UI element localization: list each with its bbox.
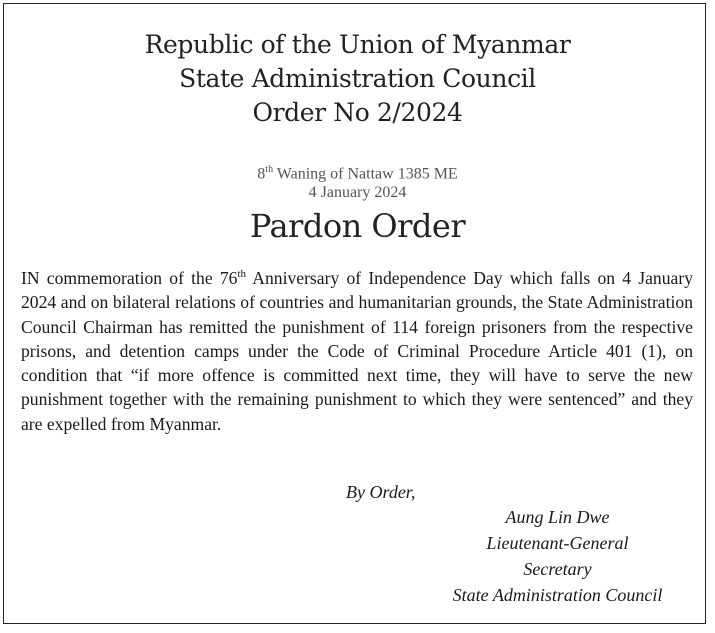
- date-block: [0, 160, 715, 202]
- header-council: State Administration Council: [179, 64, 536, 93]
- waning-suffix: th: [265, 164, 274, 175]
- header-order-number: Order No 2/2024: [252, 98, 463, 127]
- myanmar-date: [0, 160, 715, 183]
- gregorian-date: 4 January 2024: [308, 184, 407, 202]
- by-order-label: By Order,: [346, 482, 416, 502]
- document-title: Pardon Order: [249, 207, 466, 245]
- document-header: [0, 28, 715, 130]
- signatory-rank: Lieutenant-General: [486, 533, 629, 553]
- body-text-part1: IN commemoration of the 76: [21, 268, 238, 288]
- signatory-organization: State Administration Council: [452, 585, 663, 605]
- signature-block: [420, 504, 695, 608]
- waning-rest: Waning of Nattaw 1385 ME: [273, 165, 458, 183]
- signatory-position: Secretary: [523, 559, 592, 579]
- signatory-name: Aung Lin Dwe: [505, 507, 610, 527]
- body-superscript: th: [237, 268, 247, 281]
- waning-number: 8: [257, 165, 266, 183]
- body-text-part2: Anniversary of Independence Day which falls on 4 January 2024 and on bilateral relations of countries and humanitarian grounds, the State Administration Council Chairman has remitted the punishment of 114 foreign prisoners from the respective prisons, and detention camps under the Code of Criminal Procedure Article 401 (1), on condition that “if more offence is committed next time, they will have to serve the new punishment together with the remaining punishment to which they were sentenced” and they are expelled from Myanmar.: [21, 268, 693, 434]
- body-paragraph: [21, 266, 693, 436]
- header-country: Republic of the Union of Myanmar: [144, 30, 571, 59]
